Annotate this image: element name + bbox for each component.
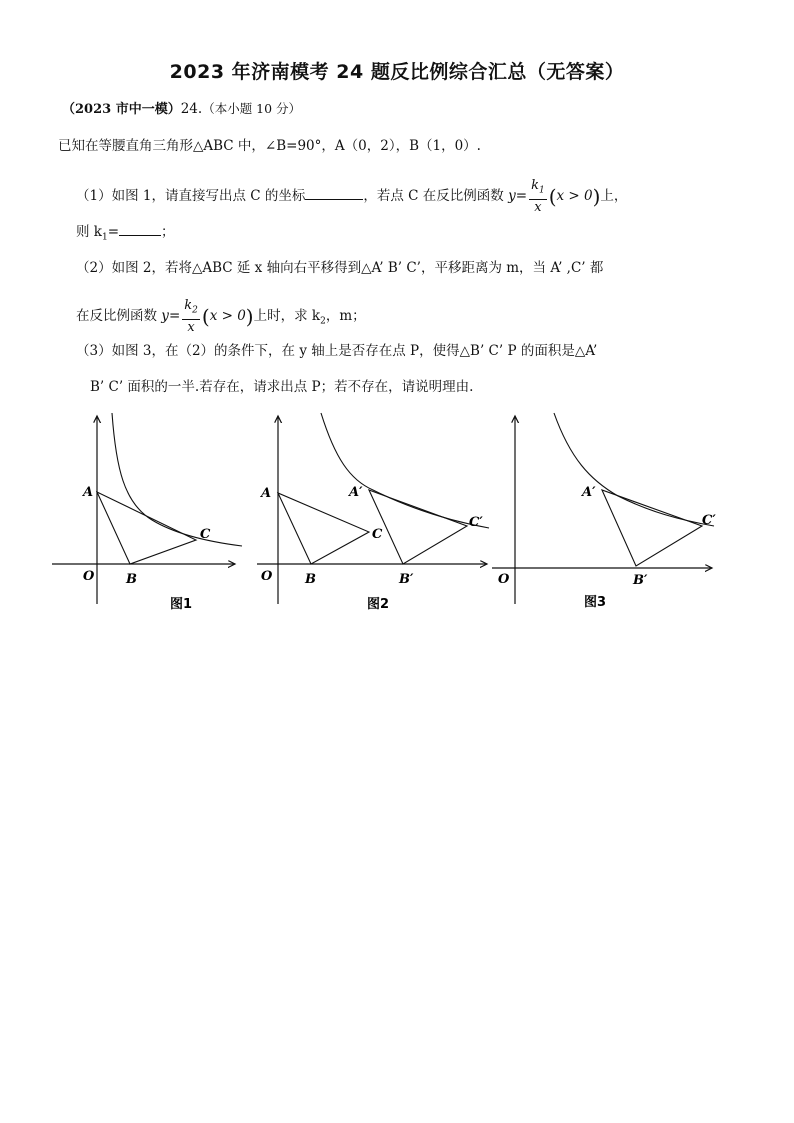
label-b-prime: B′ <box>399 572 414 587</box>
label-a-prime: A′ <box>349 485 363 500</box>
fraction2-x: x <box>187 319 195 335</box>
hyperbola-curve <box>554 413 714 526</box>
hyperbola-curve <box>112 413 242 546</box>
label-c: C <box>372 527 383 542</box>
q1-k-eq: = <box>107 224 120 240</box>
q2-k-sub: 2 <box>320 316 326 327</box>
q2-text-end: ，m； <box>325 307 366 324</box>
source-tag: （2023 市中一模） <box>62 102 181 117</box>
answer-blank-k1 <box>119 221 161 236</box>
q3-line2: B’ C’ 面积的一半.若存在，请求出点 P；若不存在，请说明理由. <box>90 379 474 395</box>
triangle-a2b2c2 <box>602 490 702 566</box>
fraction2-k: k <box>184 298 193 313</box>
function2-fraction <box>182 298 200 335</box>
fraction-k: k <box>531 178 539 193</box>
function2-condition: x > 0 <box>209 307 246 324</box>
triangle-abc <box>97 492 196 564</box>
q1-end: ； <box>161 224 175 240</box>
triangle-abc <box>278 493 369 564</box>
label-o: O <box>261 569 273 584</box>
q1-text-c: 上， <box>600 187 628 204</box>
points-note: （本小题 10 分） <box>202 101 302 116</box>
function-condition: x > 0 <box>556 187 593 204</box>
hyperbola-curve <box>321 413 489 528</box>
q1-text-b: ，若点 C 在反比例函数 <box>363 187 504 204</box>
fraction-k-sub: 1 <box>538 185 545 196</box>
problem-stem: 已知在等腰直角三角形△ABC 中，∠B=90°，A（0，2），B（1，0）. <box>58 138 481 154</box>
answer-blank-c <box>305 185 363 200</box>
question-number: 24. <box>180 101 203 117</box>
caption-2: 图2 <box>367 597 390 612</box>
triangle-a2b2c2 <box>369 490 467 564</box>
caption-1: 图1 <box>170 597 193 612</box>
q2-line2: 在反比例函数 y= $\frac{k_2}{x}$ (x > 0)上时，求 $k_2$，m； <box>76 298 366 335</box>
figure-2 <box>255 408 495 618</box>
label-c-prime: C′ <box>702 513 716 528</box>
label-c: C <box>200 527 211 542</box>
q2-text-post: 上时，求 k <box>253 307 321 324</box>
label-o: O <box>83 569 95 584</box>
label-c-prime: C′ <box>469 515 483 530</box>
label-a-prime: A′ <box>582 485 596 500</box>
q1-line2 <box>76 221 175 248</box>
function-eq: = <box>515 187 528 204</box>
source-line <box>62 99 301 120</box>
q3-line1: （3）如图 3，在（2）的条件下，在 y 轴上是否存在点 P，使得△B’ C’ P 的面积是△A’ <box>76 343 598 359</box>
caption-3: 图3 <box>584 595 607 610</box>
function-fraction <box>529 178 547 215</box>
q1-line1: （1）如图 1，请直接写出点 C 的坐标 ，若点 C 在反比例函数 y= $\frac{k_1}{x}$ (x > 0)上， <box>76 178 628 215</box>
label-b: B <box>126 572 137 587</box>
function-y: y <box>508 187 516 204</box>
function2-eq: = <box>168 307 181 324</box>
page-title: 2023 年济南模考 24 题反比例综合汇总（无答案） <box>169 61 625 83</box>
q2-line1: （2）如图 2，若将△ABC 延 x 轴向右平移得到△A’ B’ C’，平移距离为 m，当 A’ ,C’ 都 <box>76 260 604 276</box>
label-b: B <box>305 572 316 587</box>
q2-text-pre: 在反比例函数 <box>76 307 157 324</box>
label-o: O <box>498 572 510 587</box>
fraction2-k-sub: 2 <box>192 305 198 316</box>
figure-1 <box>50 408 250 618</box>
figure-3 <box>490 408 720 618</box>
q1-k-label: 则 k <box>76 224 102 240</box>
q1-text-a: （1）如图 1，请直接写出点 C 的坐标 <box>76 187 306 204</box>
label-a: A <box>261 486 272 501</box>
q1-k-sub: 1 <box>101 232 108 243</box>
function2-y: y <box>161 307 169 324</box>
label-a: A <box>83 485 94 500</box>
label-b-prime: B′ <box>633 573 648 588</box>
fraction-x: x <box>534 199 542 215</box>
